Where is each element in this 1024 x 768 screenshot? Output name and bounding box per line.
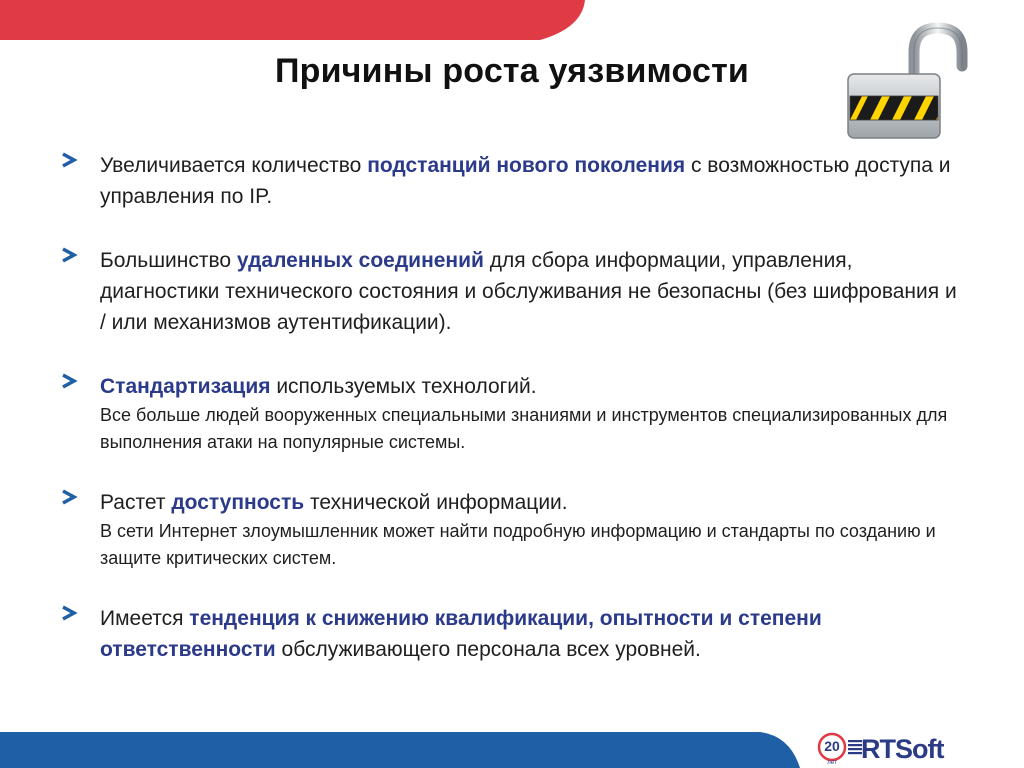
highlighted-phrase: Стандартизация — [100, 375, 271, 398]
bullet-text: Увеличивается количество подстанций нового поколения с возможностью доступа и управления по IP. — [100, 154, 951, 208]
chevron-right-icon — [60, 371, 78, 391]
bullet-item — [60, 603, 960, 665]
page-title: Причины роста уязвимости — [274, 52, 750, 90]
bullet-subtext: Все больше людей вооруженных специальными знаниями и инструментов специализированных для выполнения атаки на популярные системы. — [100, 405, 948, 452]
svg-text:20: 20 — [824, 738, 840, 754]
chevron-right-icon — [60, 245, 78, 265]
bullet-text: Большинство удаленных соединений для сбора информации, управления, диагностики технического состояния и обслуживания не безопасны (без шифрования и / или механизмов аутентификации). — [100, 249, 957, 334]
bullet-item — [60, 487, 960, 572]
bullet-list — [60, 150, 960, 665]
chevron-right-icon — [60, 487, 78, 507]
highlighted-phrase: подстанций нового поколения — [367, 154, 686, 177]
bullet-item — [60, 245, 960, 338]
bullet-text: Растет доступность технической информации. — [100, 491, 568, 514]
highlighted-phrase: удаленных соединений — [236, 249, 484, 272]
svg-text:лет: лет — [827, 760, 837, 766]
chevron-right-icon — [60, 603, 78, 623]
bullet-subtext: В сети Интернет злоумышленник может найти подробную информацию и стандарты по созданию и защите критических систем. — [100, 521, 936, 568]
bullet-text: Стандартизация используемых технологий. — [100, 375, 537, 398]
bullet-item — [60, 150, 960, 212]
rtsoft-logo — [815, 728, 995, 768]
open-padlock-icon — [842, 22, 972, 144]
svg-text:RTSoft: RTSoft — [861, 734, 944, 764]
highlighted-phrase: тенденция к снижению квалификации, опытности и степени ответственности — [100, 607, 822, 661]
chevron-right-icon — [60, 150, 78, 170]
highlighted-phrase: доступность — [171, 491, 305, 514]
bullet-item — [60, 371, 960, 456]
bullet-text: Имеется тенденция к снижению квалификации, опытности и степени ответственности обслуживающего персонала всех уровней. — [100, 607, 822, 661]
